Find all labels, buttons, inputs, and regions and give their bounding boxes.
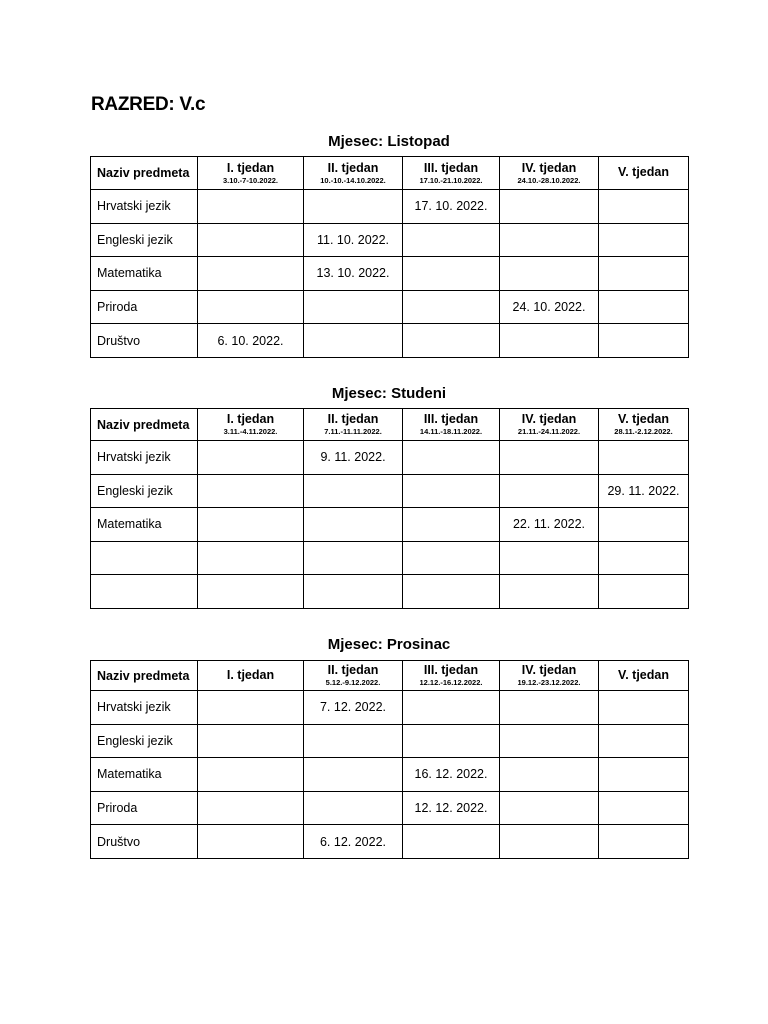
- exam-date-cell: [599, 223, 689, 257]
- exam-date-cell: [198, 257, 304, 291]
- exam-date-cell: [403, 691, 500, 725]
- week-column-header: [198, 409, 304, 441]
- table-row: [91, 724, 689, 758]
- header-row: [91, 157, 689, 190]
- subject-column-header: Naziv predmeta: [91, 661, 198, 691]
- month-title: Mjesec: Prosinac: [327, 636, 451, 653]
- exam-date-cell: [599, 508, 689, 542]
- class-title: RAZRED: V.c: [91, 94, 206, 115]
- exam-date-cell: [599, 257, 689, 291]
- subject-cell: Matematika: [91, 257, 198, 291]
- week-column-header: [500, 157, 599, 190]
- week-column-header: [599, 409, 689, 441]
- subject-cell: Hrvatski jezik: [91, 190, 198, 224]
- exam-date-cell: [198, 825, 304, 859]
- exam-date-cell: [198, 290, 304, 324]
- week-date-range: 3.11.-4.11.2022.: [223, 427, 278, 437]
- subject-cell: Hrvatski jezik: [91, 441, 198, 475]
- exam-date-cell: [198, 791, 304, 825]
- exam-date-cell: [304, 190, 403, 224]
- exam-date-cell: 13. 10. 2022.: [304, 257, 403, 291]
- table-row: [91, 324, 689, 358]
- week-label: I. tjedan: [226, 160, 275, 175]
- exam-date-cell: 29. 11. 2022.: [599, 474, 689, 508]
- exam-date-cell: [304, 324, 403, 358]
- exam-date-cell: [500, 190, 599, 224]
- week-label: III. tjedan: [423, 663, 479, 677]
- week-column-header: [599, 661, 689, 691]
- week-date-range: 21.11.-24.11.2022.: [517, 427, 581, 437]
- exam-date-cell: [403, 508, 500, 542]
- week-label: III. tjedan: [423, 412, 479, 426]
- exam-date-cell: [599, 758, 689, 792]
- week-column-header: [403, 409, 500, 441]
- month-title: Mjesec: Listopad: [328, 133, 450, 150]
- exam-date-cell: [500, 257, 599, 291]
- week-column-header: [304, 409, 403, 441]
- exam-date-cell: [403, 257, 500, 291]
- schedule-table: [90, 660, 689, 859]
- week-date-range: 28.11.-2.12.2022.: [614, 427, 673, 437]
- week-label: IV. tjedan: [521, 412, 577, 426]
- week-date-range: 12.12.-16.12.2022.: [419, 678, 483, 688]
- exam-date-cell: [198, 190, 304, 224]
- subject-column-header: Naziv predmeta: [91, 157, 198, 190]
- table-row: [91, 508, 689, 542]
- table-row: [91, 541, 689, 575]
- exam-date-cell: [198, 724, 304, 758]
- exam-date-cell: [304, 474, 403, 508]
- week-label: I. tjedan: [226, 667, 275, 682]
- exam-date-cell: [304, 791, 403, 825]
- table-row: [91, 290, 689, 324]
- exam-date-cell: [599, 791, 689, 825]
- exam-date-cell: [403, 724, 500, 758]
- exam-date-cell: [304, 724, 403, 758]
- exam-date-cell: [198, 223, 304, 257]
- exam-date-cell: [500, 575, 599, 609]
- week-column-header: [304, 661, 403, 691]
- exam-date-cell: [599, 691, 689, 725]
- exam-date-cell: [403, 223, 500, 257]
- exam-date-cell: [304, 508, 403, 542]
- header-row: [91, 409, 689, 441]
- table-row: [91, 825, 689, 859]
- subject-cell: [91, 575, 198, 609]
- exam-date-cell: [500, 441, 599, 475]
- table-row: [91, 441, 689, 475]
- exam-date-cell: 17. 10. 2022.: [403, 190, 500, 224]
- schedule-table: [90, 408, 689, 609]
- exam-date-cell: [599, 541, 689, 575]
- week-column-header: [198, 157, 304, 190]
- exam-date-cell: [599, 190, 689, 224]
- exam-date-cell: [198, 508, 304, 542]
- exam-date-cell: 6. 10. 2022.: [198, 324, 304, 358]
- subject-column-header: Naziv predmeta: [91, 409, 198, 441]
- exam-date-cell: [198, 575, 304, 609]
- subject-cell: Hrvatski jezik: [91, 691, 198, 725]
- week-label: III. tjedan: [423, 160, 479, 175]
- week-column-header: [304, 157, 403, 190]
- subject-cell: Engleski jezik: [91, 474, 198, 508]
- week-label: V. tjedan: [618, 412, 669, 426]
- exam-date-cell: [500, 691, 599, 725]
- table-row: [91, 691, 689, 725]
- exam-date-cell: 16. 12. 2022.: [403, 758, 500, 792]
- week-date-range: 14.11.-18.11.2022.: [419, 427, 483, 437]
- exam-date-cell: [403, 541, 500, 575]
- exam-date-cell: [599, 441, 689, 475]
- exam-date-cell: [599, 324, 689, 358]
- exam-date-cell: [198, 758, 304, 792]
- exam-date-cell: [500, 791, 599, 825]
- exam-date-cell: 9. 11. 2022.: [304, 441, 403, 475]
- week-label: II. tjedan: [327, 412, 379, 426]
- week-column-header: [198, 661, 304, 691]
- subject-cell: Društvo: [91, 324, 198, 358]
- subject-cell: Priroda: [91, 290, 198, 324]
- exam-date-cell: [599, 575, 689, 609]
- subject-cell: Matematika: [91, 758, 198, 792]
- table-row: [91, 190, 689, 224]
- table-row: [91, 791, 689, 825]
- week-label: IV. tjedan: [521, 663, 577, 677]
- exam-date-cell: [304, 575, 403, 609]
- schedule-table: [90, 156, 689, 358]
- exam-date-cell: [304, 541, 403, 575]
- subject-cell: Društvo: [91, 825, 198, 859]
- exam-date-cell: [198, 541, 304, 575]
- exam-date-cell: 6. 12. 2022.: [304, 825, 403, 859]
- week-label: II. tjedan: [327, 160, 379, 175]
- week-date-range: 5.12.-9.12.2022.: [325, 678, 381, 688]
- week-column-header: [403, 157, 500, 190]
- exam-date-cell: [500, 474, 599, 508]
- exam-date-cell: [500, 825, 599, 859]
- month-title: Mjesec: Studeni: [331, 385, 447, 402]
- exam-date-cell: [599, 825, 689, 859]
- subject-cell: Engleski jezik: [91, 724, 198, 758]
- week-label: V. tjedan: [618, 165, 669, 180]
- week-column-header: [403, 661, 500, 691]
- exam-date-cell: [403, 441, 500, 475]
- week-column-header: [500, 661, 599, 691]
- subject-cell: Matematika: [91, 508, 198, 542]
- table-row: [91, 575, 689, 609]
- week-date-range: 7.11.-11.11.2022.: [324, 427, 382, 437]
- exam-date-cell: [599, 290, 689, 324]
- exam-date-cell: [403, 474, 500, 508]
- week-label: II. tjedan: [327, 663, 379, 677]
- week-date-range: 17.10.-21.10.2022.: [419, 175, 483, 185]
- exam-date-cell: 22. 11. 2022.: [500, 508, 599, 542]
- exam-date-cell: [500, 324, 599, 358]
- table-row: [91, 474, 689, 508]
- exam-date-cell: [500, 541, 599, 575]
- exam-date-cell: [403, 324, 500, 358]
- exam-date-cell: [198, 691, 304, 725]
- week-date-range: 24.10.-28.10.2022.: [517, 175, 581, 185]
- exam-date-cell: 12. 12. 2022.: [403, 791, 500, 825]
- exam-date-cell: 7. 12. 2022.: [304, 691, 403, 725]
- week-date-range: 10.-10.-14.10.2022.: [320, 175, 386, 185]
- week-label: IV. tjedan: [521, 160, 577, 175]
- exam-date-cell: [198, 474, 304, 508]
- header-row: [91, 661, 689, 691]
- exam-date-cell: [403, 290, 500, 324]
- table-row: [91, 758, 689, 792]
- exam-date-cell: [500, 724, 599, 758]
- exam-date-cell: [304, 758, 403, 792]
- exam-date-cell: [198, 441, 304, 475]
- table-row: [91, 223, 689, 257]
- exam-date-cell: 24. 10. 2022.: [500, 290, 599, 324]
- week-date-range: 19.12.-23.12.2022.: [517, 678, 581, 688]
- exam-date-cell: [500, 758, 599, 792]
- exam-date-cell: [304, 290, 403, 324]
- subject-cell: Engleski jezik: [91, 223, 198, 257]
- week-column-header: [500, 409, 599, 441]
- exam-date-cell: [599, 724, 689, 758]
- exam-date-cell: [403, 825, 500, 859]
- subject-cell: [91, 541, 198, 575]
- table-row: [91, 257, 689, 291]
- week-date-range: 3.10.-7-10.2022.: [222, 175, 279, 185]
- subject-cell: Priroda: [91, 791, 198, 825]
- exam-date-cell: 11. 10. 2022.: [304, 223, 403, 257]
- week-label: V. tjedan: [618, 667, 669, 682]
- exam-date-cell: [403, 575, 500, 609]
- week-label: I. tjedan: [226, 412, 275, 426]
- week-column-header: [599, 157, 689, 190]
- exam-date-cell: [500, 223, 599, 257]
